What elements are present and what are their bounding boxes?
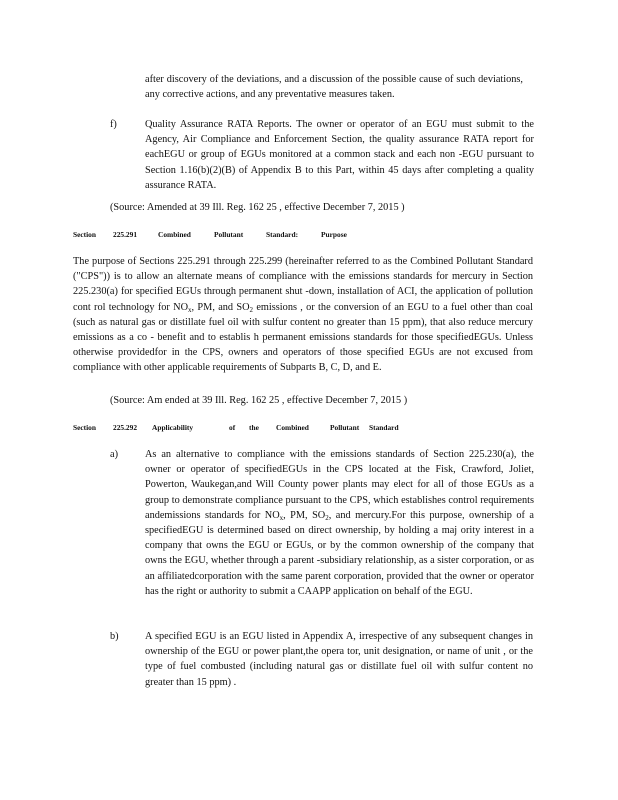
- section-title-word: Purpose: [321, 230, 347, 239]
- source-note-2: (Source: Am ended at 39 Ill. Reg. 162 25 , effective December 7, 2015 ): [110, 395, 408, 406]
- item-f-label: f): [110, 119, 117, 130]
- section-title-word: Pollutant: [330, 423, 360, 432]
- item-a-text: As an alternative to compliance with the emissions standards of Section 225.230(a), the owner or operator of specifiedEGUs in the CPS located at the Fisk, Crawford, Joliet, Powerton, Waukegan,and Will County power plants may elect for all of those EGUs as a group to demonstrate compliance pursuant to the CPS, which establishes control requirements andemissions standards for $NO_x$, PM, $SO_2$, and mercury.For this purpose, ownership of a specifiedEGU is determined based on direct ownership, by holding a maj ority interest in a company that owns the EGU or EGUs, or by the common ownership of the company that owns the EGU, whether through a parent -subsidiary relationship, as a sister corporation, or as an affiliatedcorporation with the same parent corporation, provided that the owner or operator has the right or authority to submit a CAAPP application on behalf of the EGU.: [145, 449, 535, 597]
- section-title-word: Standard: [369, 423, 399, 432]
- item-a-label: a): [110, 449, 118, 460]
- section-225-291-heading: [73, 230, 373, 240]
- item-b-text: A specified EGU is an EGU listed in Appendix A, irrespective of any subsequent changes in ownership of the EGU or power plant,the opera tor, unit designation, or name of unit , or the type of fuel combusted (including natural gas or distillate fuel oil with sulfur content no greater than 15 ppm) .: [145, 631, 533, 688]
- section-word: Section: [73, 423, 96, 432]
- section-title-word: Combined: [158, 230, 191, 239]
- purpose-paragraph: The purpose of Sections 225.291 through 225.299 (hereinafter referred to as the Combined Pollutant Standard ("CPS")) is to allow an alternate means of compliance with the emissions standards for mercury in Section 225.230(a) for specified EGUs through permanent shut -down, installation of ACI, the application of pollution cont rol technology for $NO_x$, PM, and $SO_2$ emissions , or the conversion of an EGU to a fuel other than coal (such as natural gas or distillate fuel oil with sulfur content no greater than 15 ppm), that also reduce mercury emissions as a co - benefit and to establis h permanent emissions standards for those specifiedEGUs. Unless otherwise providedfor in the CPS, owners and operators of those specified EGUs are not excused from compliance with other applicable requirements of Subparts B, C, D, and E.: [73, 256, 533, 374]
- section-title-word: the: [249, 423, 259, 432]
- section-title-word: Standard:: [266, 230, 299, 239]
- section-225-292-heading: [73, 423, 403, 433]
- continuation-paragraph: after discovery of the deviations, and a discussion of the possible cause of such deviations, any corrective actions, and any preventative measures taken.: [145, 74, 523, 101]
- section-word: Section: [73, 230, 96, 239]
- section-number: 225.291: [113, 230, 138, 239]
- section-title-word: of: [229, 423, 236, 432]
- section-title-word: Combined: [276, 423, 309, 432]
- item-b-label: b): [110, 631, 119, 642]
- item-f-text: Quality Assurance RATA Reports. The owner or operator of an EGU must submit to the Agency, Air Compliance and Enforcement Section, the quality assurance RATA report for eachEGU or group of EGUs monitored at a common stack and each non -EGU pursuant to Section 1.16(b)(2)(B) of Appendix B to this Part, within 45 days after completing a quality assurance RATA.: [145, 119, 534, 191]
- section-number: 225.292: [113, 423, 138, 432]
- section-title-word: Applicability: [152, 423, 194, 432]
- source-note-1: (Source: Amended at 39 Ill. Reg. 162 25 , effective December 7, 2015 ): [110, 202, 405, 213]
- section-title-word: Pollutant: [214, 230, 244, 239]
